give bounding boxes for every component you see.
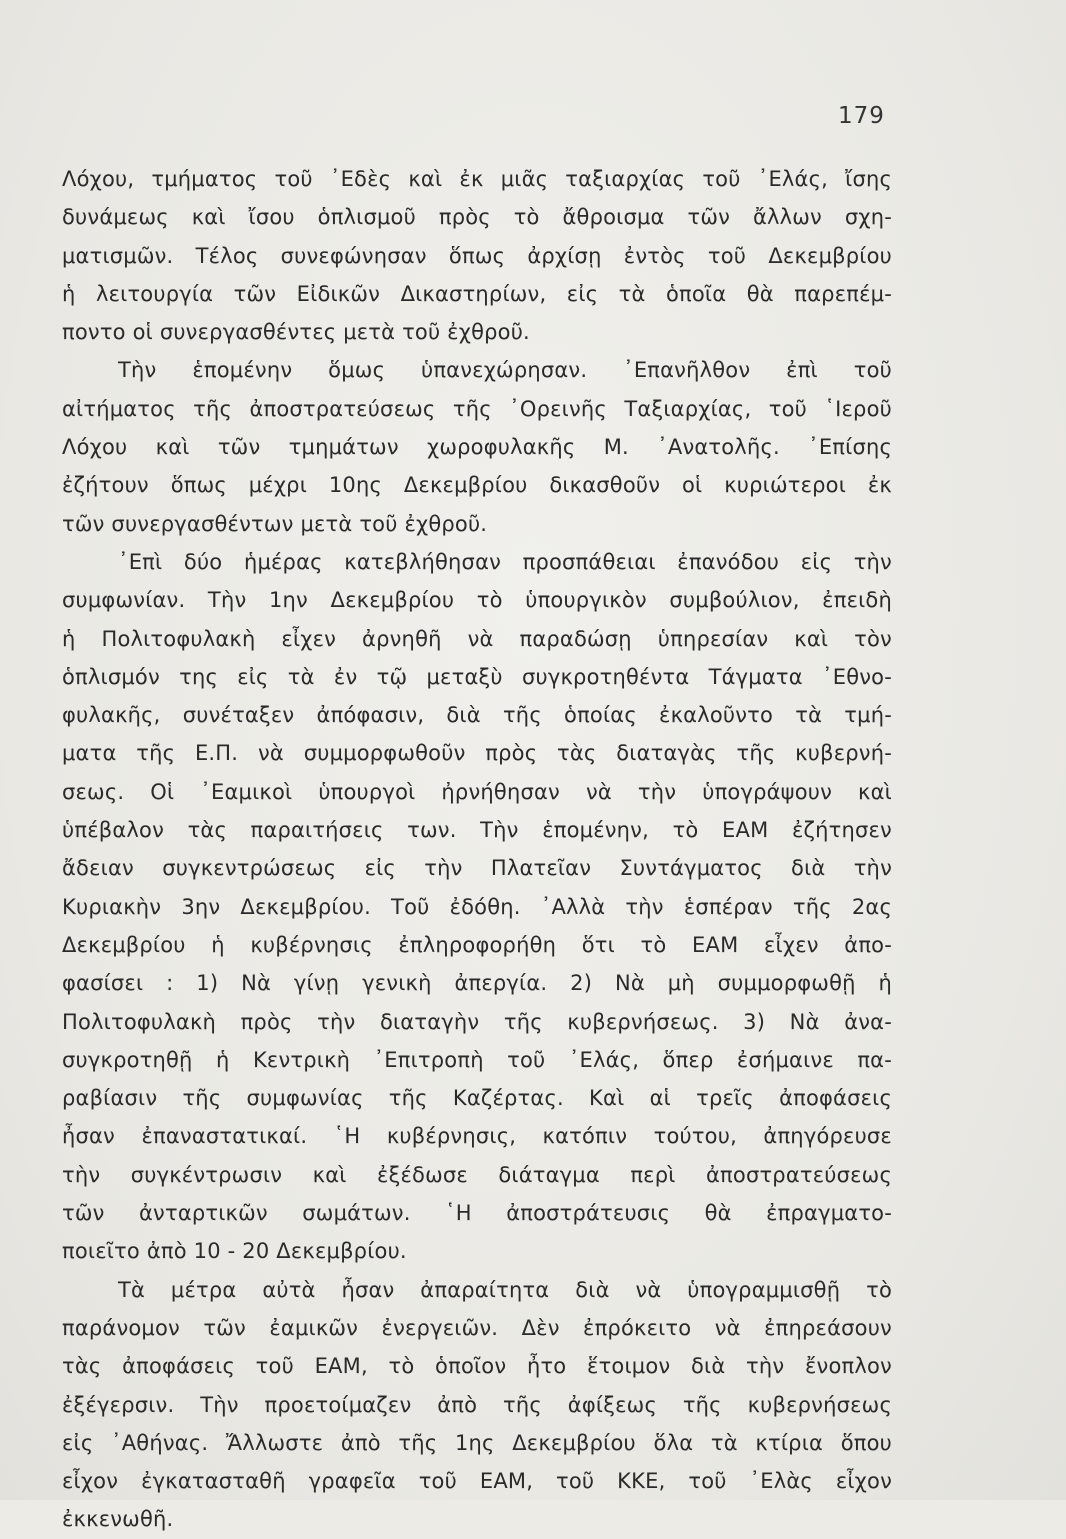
body-text bbox=[62, 160, 892, 1539]
text-line: τῶν συνεργασθέντων μετὰ τοῦ ἐχθροῦ. bbox=[62, 511, 488, 536]
text-line: Λόχου καὶ τῶν τμημάτων χωροφυλακῆς Μ. ᾿Ανατολῆς. ᾿Επίσης bbox=[62, 435, 892, 460]
text-line: ἡ Πολιτοφυλακὴ εἶχεν ἀρνηθῆ νὰ παραδώσῃ ὑπηρεσίαν καὶ τὸν bbox=[62, 626, 892, 651]
text-line: ὑπέβαλον τὰς παραιτήσεις των. Τὴν ἑπομένην, τὸ ΕΑΜ ἐζήτησεν bbox=[62, 818, 892, 843]
text-line: αἰτήματος τῆς ἀποστρατεύσεως τῆς ᾿Ορεινῆς Ταξιαρχίας, τοῦ ῾Ιεροῦ bbox=[62, 396, 892, 421]
text-line: συμφωνίαν. Τὴν 1ην Δεκεμβρίου τὸ ὑπουργικὸν συμβούλιον, ἐπειδὴ bbox=[62, 588, 892, 613]
text-line: εἰς ᾿Αθήνας. Ἄλλωστε ἀπὸ τῆς 1ης Δεκεμβρίου ὅλα τὰ κτίρια ὅπου bbox=[62, 1430, 892, 1455]
text-line: Δεκεμβρίου ἡ κυβέρνησις ἐπληροφορήθη ὅτι τὸ ΕΑΜ εἶχεν ἀπο- bbox=[62, 932, 892, 957]
text-line: ἦσαν ἐπαναστατικαί. ῾Η κυβέρνησις, κατόπιν τούτου, ἀπηγόρευσε bbox=[62, 1124, 892, 1149]
text-line: ἐξέγερσιν. Τὴν προετοίμαζεν ἀπὸ τῆς ἀφίξεως τῆς κυβερνήσεως bbox=[62, 1392, 892, 1417]
text-line: ἡ λειτουργία τῶν Εἰδικῶν Δικαστηρίων, εἰς τὰ ὁποῖα θὰ παρεπέμ- bbox=[62, 281, 892, 306]
text-line: ματισμῶν. Τέλος συνεφώνησαν ὅπως ἀρχίσῃ ἐντὸς τοῦ Δεκεμβρίου bbox=[62, 243, 892, 268]
text-line: Τὰ μέτρα αὐτὰ ἦσαν ἀπαραίτητα διὰ νὰ ὑπογραμμισθῇ τὸ bbox=[118, 1277, 892, 1302]
text-line: Κυριακὴν 3ην Δεκεμβρίου. Τοῦ ἐδόθη. ᾿Αλλὰ τὴν ἑσπέραν τῆς 2ας bbox=[62, 894, 892, 919]
text-line: παράνομον τῶν ἐαμικῶν ἐνεργειῶν. Δὲν ἐπρόκειτο νὰ ἐπηρεάσουν bbox=[62, 1315, 892, 1340]
text-line: Τὴν ἑπομένην ὅμως ὑπανεχώρησαν. ᾿Επανῆλθον ἐπὶ τοῦ bbox=[118, 358, 892, 383]
text-line: φασίσει : 1) Νὰ γίνῃ γενικὴ ἀπεργία. 2) Νὰ μὴ συμμορφωθῇ ἡ bbox=[62, 971, 892, 996]
text-line: ᾿Επὶ δύο ἡμέρας κατεβλήθησαν προσπάθειαι ἐπανόδου εἰς τὴν bbox=[118, 549, 892, 574]
text-line: Πολιτοφυλακὴ πρὸς τὴν διαταγὴν τῆς κυβερνήσεως. 3) Νὰ ἀνα- bbox=[62, 1009, 892, 1034]
page-number: 179 bbox=[838, 103, 885, 129]
text-line: ποιεῖτο ἀπὸ 10 - 20 Δεκεμβρίου. bbox=[62, 1239, 407, 1264]
text-line: φυλακῆς, συνέταξεν ἀπόφασιν, διὰ τῆς ὁποίας ἐκαλοῦντο τὰ τμή- bbox=[62, 703, 892, 728]
text-line: Λόχου, τμήματος τοῦ ᾿Εδὲς καὶ ἐκ μιᾶς ταξιαρχίας τοῦ ᾿Ελάς, ἴσης bbox=[62, 167, 892, 191]
text-line: τὴν συγκέντρωσιν καὶ ἐξέδωσε διάταγμα περὶ ἀποστρατεύσεως bbox=[62, 1162, 892, 1187]
text-line: εἶχον ἐγκατασταθῆ γραφεῖα τοῦ ΕΑΜ, τοῦ ΚΚΕ, τοῦ ᾿Ελὰς εἶχον bbox=[62, 1469, 892, 1494]
text-line: τῶν ἀνταρτικῶν σωμάτων. ῾Η ἀποστράτευσις θὰ ἐπραγματο- bbox=[62, 1201, 892, 1226]
text-line: συγκροτηθῇ ἡ Κεντρικὴ ᾿Επιτροπὴ τοῦ ᾿Ελάς, ὅπερ ἐσήμαινε πα- bbox=[62, 1047, 892, 1072]
text-line: ποντο οἱ συνεργασθέντες μετὰ τοῦ ἐχθροῦ. bbox=[62, 320, 530, 345]
text-line: δυνάμεως καὶ ἴσου ὁπλισμοῦ πρὸς τὸ ἄθροισμα τῶν ἄλλων σχη- bbox=[62, 205, 892, 230]
text-line: ραβίασιν τῆς συμφωνίας τῆς Καζέρτας. Καὶ αἱ τρεῖς ἀποφάσεις bbox=[62, 1086, 892, 1111]
text-line: τὰς ἀποφάσεις τοῦ ΕΑΜ, τὸ ὁποῖον ἦτο ἕτοιμον διὰ τὴν ἔνοπλον bbox=[62, 1354, 892, 1379]
text-line: σεως. Οἱ ᾿Εαμικοὶ ὑπουργοὶ ἠρνήθησαν νὰ τὴν ὑπογράψουν καὶ bbox=[62, 779, 892, 804]
text-line: ὁπλισμόν της εἰς τὰ ἐν τῷ μεταξὺ συγκροτηθέντα Τάγματα ᾿Εθνο- bbox=[62, 664, 892, 689]
text-line: ματα τῆς Ε.Π. νὰ συμμορφωθοῦν πρὸς τὰς διαταγὰς τῆς κυβερνή- bbox=[62, 741, 892, 766]
text-line: ἐζήτουν ὅπως μέχρι 10ης Δεκεμβρίου δικασθοῦν οἱ κυριώτεροι ἐκ bbox=[62, 473, 892, 498]
text-line: ἄδειαν συγκεντρώσεως εἰς τὴν Πλατεῖαν Συντάγματος διὰ τὴν bbox=[62, 856, 892, 881]
text-line: ἐκκενωθῆ. bbox=[62, 1507, 174, 1532]
